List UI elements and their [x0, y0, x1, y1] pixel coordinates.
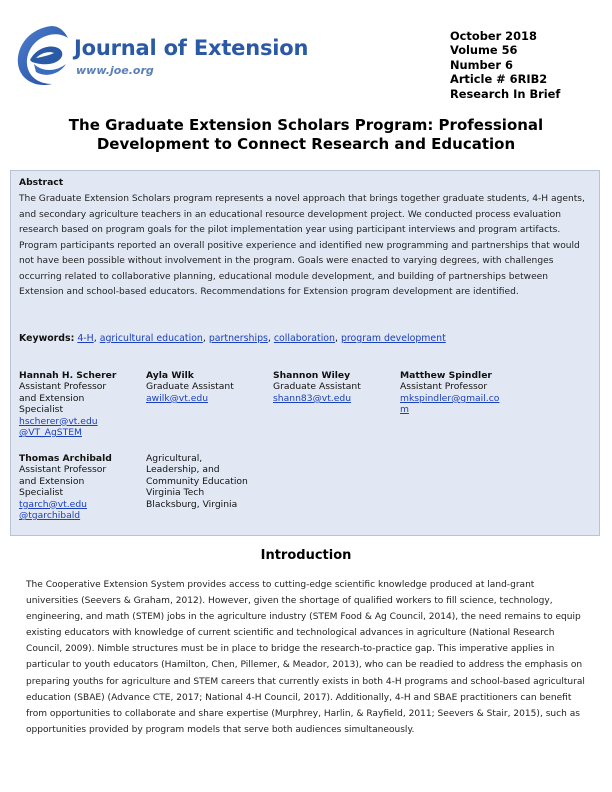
author-name: Hannah H. Scherer	[19, 370, 117, 381]
introduction-paragraph: The Cooperative Extension System provides access to cutting-edge scientific knowledge produced at land-grant universities (Seevers & Graham, 2012). However, given the shortage of qualified workers to fill science, technology, engineering, and math (STEM) jobs in the agriculture industry (STEM Food & Ag Council, 2014), the need remains to equip existing educators with knowledge of current scientific and technological advances in agriculture (National Research Council, 2009). Nimble structures must be in place to bridge the research-to-practice gap. This imperative applies in particular to youth educators (Hamilton, Chen, Pillemer, & Meador, 2013), who can be readied to address the emphasis on preparing youths for agriculture and STEM careers that currently exists in both 4-H programs and school-based agricultural education (SBAE) (Advance CTE, 2017; National 4-H Council, 2017). Additionally, 4-H and SBAE practitioners can benefit from opportunities to collaborate and share expertise (Murphrey, Harlin, & Rayfield, 2011; Seevers & Stair, 2015), such as opportunities provided by program models that serve both audiences simultaneously.	[26, 580, 585, 735]
author-name: Thomas Archibald	[19, 453, 112, 464]
issue-number: Number 6	[450, 57, 513, 72]
author-name: Ayla Wilk	[146, 370, 194, 381]
affiliation-line: Agricultural,	[146, 453, 203, 464]
issue-month: October 2018	[450, 29, 537, 43]
abstract-panel	[10, 170, 600, 536]
journal-name: Journal of Extension	[74, 36, 309, 60]
author-card	[19, 453, 139, 521]
author-twitter-link[interactable]: @tgarchibald	[19, 510, 81, 522]
author-title: Assistant Professor	[19, 464, 107, 476]
issue-volume: Volume 56	[450, 43, 518, 58]
author-email-link[interactable]: awilk@vt.edu	[146, 392, 209, 404]
author-title: Graduate Assistant	[146, 381, 234, 393]
author-card	[273, 370, 393, 404]
affiliation-block	[146, 453, 276, 510]
keyword-link[interactable]: agricultural education	[99, 333, 203, 344]
journal-logo	[12, 24, 312, 90]
author-name: Matthew Spindler	[400, 370, 492, 381]
article-type: Research In Brief	[450, 86, 561, 101]
abstract-heading: Abstract	[19, 177, 64, 188]
article-number: Article # 6RIB2	[450, 72, 548, 87]
author-title: Assistant Professor	[400, 381, 488, 393]
keywords-label: Keywords:	[19, 333, 75, 344]
author-email-link[interactable]: shann83@vt.edu	[273, 392, 352, 404]
introduction-heading: Introduction	[260, 548, 352, 563]
author-card	[146, 370, 266, 404]
author-title: Graduate Assistant	[273, 381, 361, 393]
author-email-link[interactable]: hscherer@vt.edu	[19, 415, 98, 427]
author-email-link[interactable]: mkspindler@gmail.co	[400, 392, 500, 404]
keywords-row: Keywords: 4-H, agricultural education, partnerships, collaboration, program development	[19, 333, 446, 344]
author-name: Shannon Wiley	[273, 370, 351, 381]
author-title: Specialist	[19, 487, 64, 499]
article-title: The Graduate Extension Scholars Program: Professional Development to Connect Research and Education	[68, 116, 544, 153]
affiliation-line: Leadership, and	[146, 464, 220, 476]
author-twitter-link[interactable]: @VT_AgSTEM	[19, 427, 82, 439]
author-title: and Extension	[19, 475, 85, 487]
affiliation-line: Community Education	[146, 475, 248, 487]
author-title: and Extension	[19, 392, 85, 404]
author-card	[400, 370, 520, 416]
affiliation-line: Virginia Tech	[146, 487, 205, 499]
author-email-link[interactable]: m	[400, 404, 409, 416]
joe-logo-icon	[12, 24, 76, 90]
journal-url[interactable]: www.joe.org	[76, 64, 154, 77]
author-title: Specialist	[19, 404, 64, 416]
keyword-link[interactable]: 4-H	[77, 333, 94, 344]
keyword-link[interactable]: program development	[340, 333, 446, 344]
keyword-link[interactable]: collaboration	[273, 333, 335, 344]
author-title: Assistant Professor	[19, 381, 107, 393]
author-email-link[interactable]: tgarch@vt.edu	[19, 498, 87, 510]
author-card	[19, 370, 139, 438]
affiliation-line: Blacksburg, Virginia	[146, 498, 238, 510]
abstract-text: The Graduate Extension Scholars program represents a novel approach that brings together graduate students, 4-H agents, and secondary agriculture teachers in an educational resource development project. We conducted process evaluation research based on program goals for the pilot implementation year using participant interviews and program artifacts. Program participants reported an overall positive experience and identified new programming and partnerships that would not have been possible without involvement in the program. Goals were enacted to varying degrees, with challenges occurring related to collaborative planning, educational module development, and building of partnerships between Extension and school-based educators. Recommendations for Extension program development are identified.	[19, 194, 585, 298]
keyword-link[interactable]: partnerships	[208, 333, 268, 344]
issue-info	[450, 29, 560, 101]
